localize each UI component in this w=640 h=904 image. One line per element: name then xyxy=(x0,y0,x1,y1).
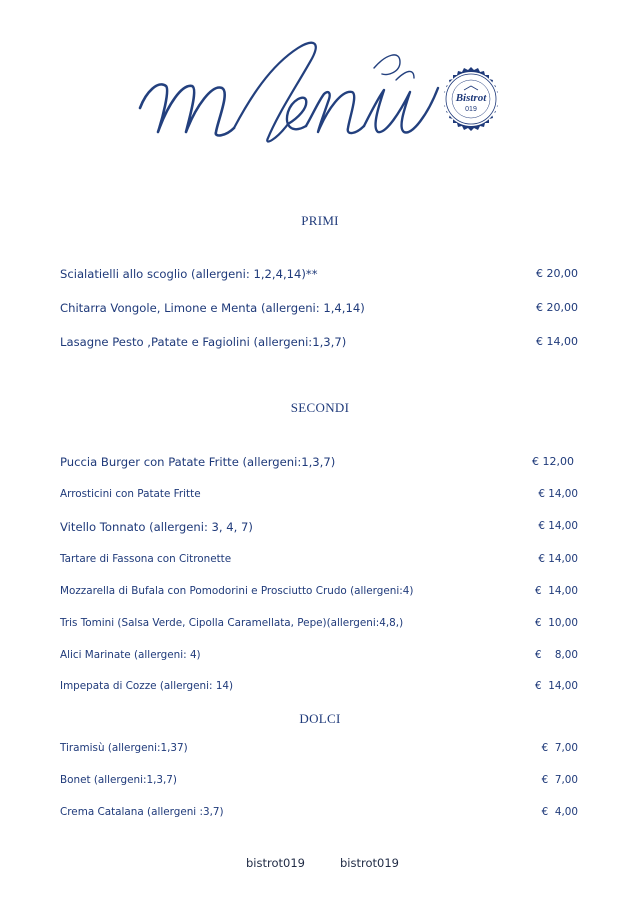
menu-item xyxy=(60,301,578,319)
menu-item-name: Mozzarella di Bufala con Pomodorini e Prosciutto Crudo (allergeni:4) xyxy=(60,585,414,597)
menu-item xyxy=(60,553,578,571)
footer-handle-right: bistrot019 xyxy=(340,856,399,870)
menu-item xyxy=(60,488,578,506)
menu-item xyxy=(60,742,578,760)
menu-item xyxy=(60,617,578,635)
menu-item-price: € 20,00 xyxy=(536,267,578,280)
menu-item-price: € 8,00 xyxy=(535,649,578,661)
section-title-dolci: DOLCI xyxy=(299,711,341,726)
menu-item xyxy=(60,520,578,538)
menu-item xyxy=(60,806,578,824)
menu-item xyxy=(60,455,578,473)
menu-item-name: Alici Marinate (allergeni: 4) xyxy=(60,649,201,661)
menu-item-price: € 12,00 xyxy=(532,455,574,468)
menu-item xyxy=(60,680,578,698)
menu-item-name: Puccia Burger con Patate Fritte (allergeni:1,3,7) xyxy=(60,455,336,469)
menu-item-name: Tartare di Fassona con Citronette xyxy=(60,553,232,565)
menu-item-price: € 14,00 xyxy=(535,680,578,692)
menu-item-price: € 14,00 xyxy=(538,488,578,500)
menu-item-price: € 7,00 xyxy=(541,774,578,786)
menu-item xyxy=(60,774,578,792)
menu-item-price: € 14,00 xyxy=(538,520,578,532)
menu-item-name: Tiramisù (allergeni:1,37) xyxy=(60,742,188,754)
menu-item xyxy=(60,267,578,285)
menu-item-name: Arrosticini con Patate Fritte xyxy=(60,488,201,500)
menu-item-name: Impepata di Cozze (allergeni: 14) xyxy=(60,680,234,692)
menu-item-name: Tris Tomini (Salsa Verde, Cipolla Caramellata, Pepe)(allergeni:4,8,) xyxy=(60,617,404,629)
menu-item-price: € 14,00 xyxy=(535,585,578,597)
menu-item xyxy=(60,335,578,353)
menu-item-name: Chitarra Vongole, Limone e Menta (allergeni: 1,4,14) xyxy=(60,301,365,315)
logo-number: 019 xyxy=(465,106,477,113)
menu-item-price: € 4,00 xyxy=(541,806,578,818)
menu-item-name: Bonet (allergeni:1,3,7) xyxy=(60,774,177,786)
bistrot-logo xyxy=(438,66,504,132)
menu-item-price: € 14,00 xyxy=(536,335,578,348)
menu-item-price: € 14,00 xyxy=(538,553,578,565)
section-title-secondi: SECONDI xyxy=(290,400,350,415)
menu-item-name: Scialatielli allo scoglio (allergeni: 1,2,4,14)** xyxy=(60,267,318,281)
menu-item xyxy=(60,585,578,603)
footer-handle-left: bistrot019 xyxy=(246,856,305,870)
menu-item xyxy=(60,649,578,667)
menu-script-title xyxy=(138,28,448,158)
menu-item-name: Vitello Tonnato (allergeni: 3, 4, 7) xyxy=(60,520,253,534)
menu-item-price: € 7,00 xyxy=(541,742,578,754)
logo-name: Bistrot xyxy=(455,92,487,104)
menu-item-name: Crema Catalana (allergeni :3,7) xyxy=(60,806,224,818)
menu-item-price: € 20,00 xyxy=(536,301,578,314)
menu-item-price: € 10,00 xyxy=(535,617,578,629)
section-title-primi: PRIMI xyxy=(301,213,339,228)
menu-item-name: Lasagne Pesto ,Patate e Fagiolini (allergeni:1,3,7) xyxy=(60,335,347,349)
